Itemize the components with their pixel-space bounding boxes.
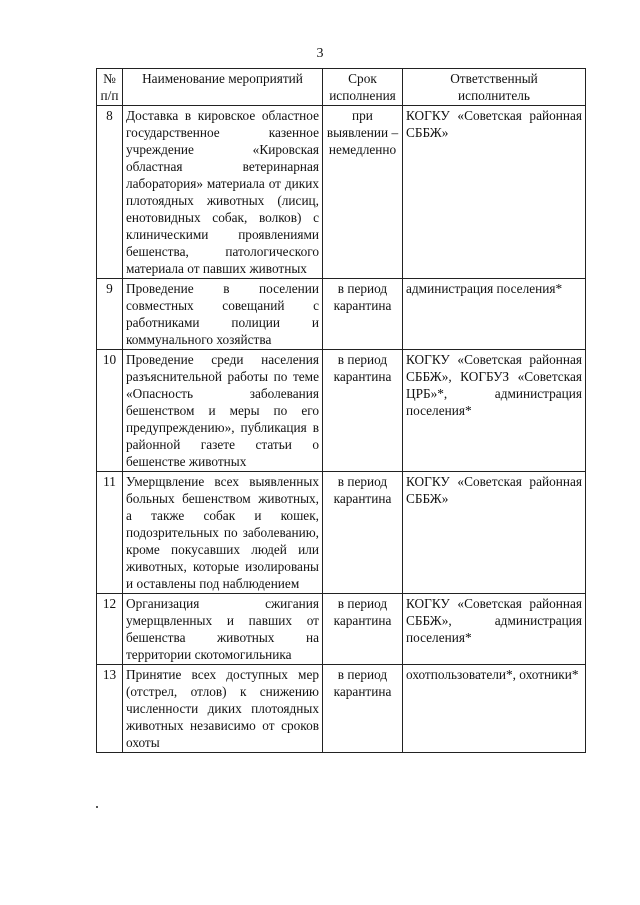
table-row: [97, 665, 586, 753]
measure-term: в период карантина: [323, 472, 403, 594]
measure-name: Проведение среди населения разъяснительной работы по теме «Опасность заболевания бешенством и меры по его предупреждению», публикация в районной газете статьи о бешенстве животных: [123, 350, 323, 472]
row-number: 9: [97, 279, 123, 350]
measure-term: в период карантина: [323, 279, 403, 350]
header-num: № п/п: [97, 69, 123, 106]
measure-name: Умерщвление всех выявленных больных бешенством животных, а также собак и кошек, подозрительных по заболеванию, кроме покусавших людей или животных, которые изолированы и оставлены под наблюдением: [123, 472, 323, 594]
measure-term: в период карантина: [323, 594, 403, 665]
table-header-row: [97, 69, 586, 106]
measure-name: Доставка в кировское областное государственное казенное учреждение «Кировская областная ветеринарная лаборатория» материала от диких плотоядных животных (лисиц, енотовидных собак, волков) с клиническими проявлениями бешенства, патологического материала от павших животных: [123, 106, 323, 279]
header-name: Наименование мероприятий: [123, 69, 323, 106]
row-number: 12: [97, 594, 123, 665]
measure-name: Принятие всех доступных мер (отстрел, отлов) к снижению численности диких плотоядных животных независимо от сроков охоты: [123, 665, 323, 753]
table-row: [97, 279, 586, 350]
table-row: [97, 472, 586, 594]
table-row: [97, 350, 586, 472]
header-term: Срок исполнения: [323, 69, 403, 106]
table-row: [97, 106, 586, 279]
header-responsible: Ответственный исполнитель: [403, 69, 586, 106]
page-number: 3: [316, 46, 324, 61]
row-number: 13: [97, 665, 123, 753]
scan-speck: [96, 806, 98, 808]
measure-name: Проведение в поселении совместных совещаний с работниками полиции и коммунального хозяйства: [123, 279, 323, 350]
measure-responsible: КОГКУ «Советская районная СББЖ»: [403, 472, 586, 594]
measure-responsible: охотпользователи*, охотники*: [403, 665, 586, 753]
measure-term: при выявлении – немедленно: [323, 106, 403, 279]
measure-responsible: КОГКУ «Советская районная СББЖ», КОГБУЗ «Советская ЦРБ»*, администрация поселения*: [403, 350, 586, 472]
row-number: 10: [97, 350, 123, 472]
measure-responsible: КОГКУ «Советская районная СББЖ», администрация поселения*: [403, 594, 586, 665]
measure-responsible: администрация поселения*: [403, 279, 586, 350]
measure-term: в период карантина: [323, 350, 403, 472]
row-number: 8: [97, 106, 123, 279]
row-number: 11: [97, 472, 123, 594]
measure-responsible: КОГКУ «Советская районная СББЖ»: [403, 106, 586, 279]
measure-name: Организация сжигания умерщвленных и павших от бешенства животных на территории скотомогильника: [123, 594, 323, 665]
table-row: [97, 594, 586, 665]
measures-table: [96, 68, 586, 753]
measure-term: в период карантина: [323, 665, 403, 753]
